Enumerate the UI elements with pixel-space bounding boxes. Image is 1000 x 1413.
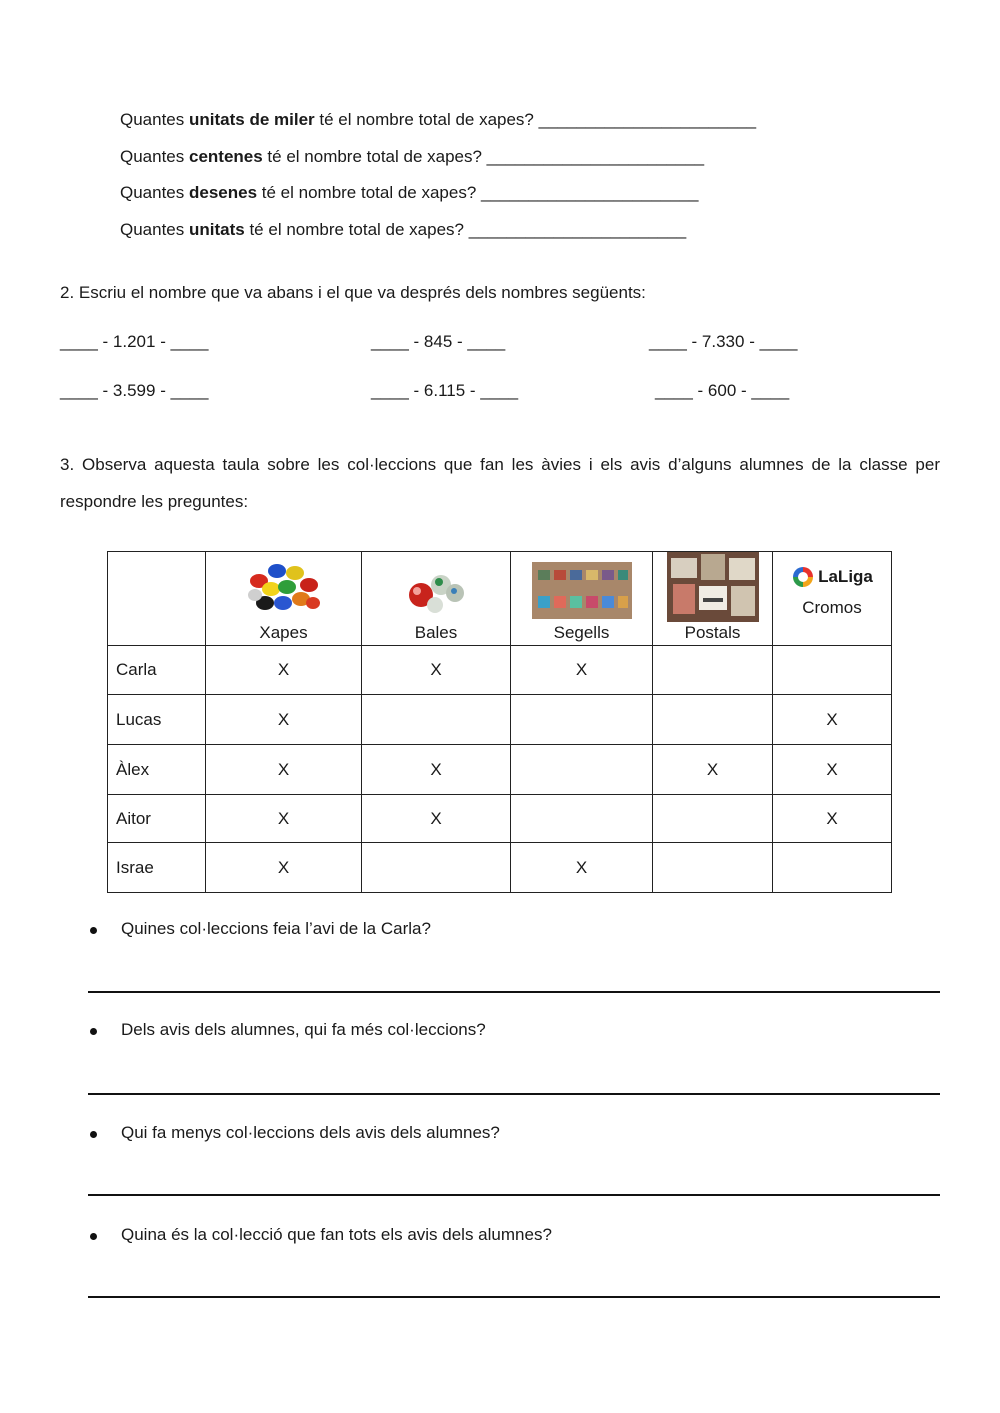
q3-title: 3. Observa aquesta taula sobre les col·leccions que fan les àvies i els avis d’alguns alumnes de la classe per respondre les preguntes: [60, 455, 940, 511]
table-cell: X [362, 646, 511, 695]
table-cell: X [206, 646, 362, 695]
table-cell [362, 843, 511, 893]
q1-line-tens: Quantes desenes té el nombre total de xapes? _______________________ [120, 183, 699, 202]
table-cell: X [773, 795, 892, 843]
col-header-label: Cromos [802, 598, 862, 617]
row-name: Àlex [108, 745, 206, 795]
table-cell [362, 695, 511, 745]
q1-line-hundreds: Quantes centenes té el nombre total de xapes? _______________________ [120, 147, 705, 166]
bullet-icon [90, 1131, 97, 1138]
table-cell: X [773, 745, 892, 795]
laliga-logo [773, 565, 891, 589]
collections-table [107, 551, 892, 893]
table-row [108, 695, 892, 745]
table-row [108, 646, 892, 695]
table-cell [653, 795, 773, 843]
answer-line[interactable] [88, 1194, 940, 1196]
col-header-segells [511, 552, 653, 646]
table-cell [653, 843, 773, 893]
table-row [108, 745, 892, 795]
table-cell [773, 646, 892, 695]
q1-line-thousands: Quantes unitats de miler té el nombre total de xapes? _______________________ [120, 110, 757, 129]
table-cell: X [653, 745, 773, 795]
answer-line[interactable] [88, 991, 940, 993]
table-corner-cell [108, 552, 206, 646]
table-cell [511, 795, 653, 843]
col-header-label: Bales [414, 623, 458, 642]
table-cell: X [362, 745, 511, 795]
col-header-cromos [773, 552, 892, 646]
table-cell: X [511, 843, 653, 893]
table-cell [511, 695, 653, 745]
answer-line[interactable] [88, 1296, 940, 1298]
q2-item[interactable]: ____ - 6.115 - ____ [371, 381, 519, 400]
table-header-row [108, 552, 892, 646]
col-header-postals [653, 552, 773, 646]
table-cell: X [206, 795, 362, 843]
bullet-icon [90, 1028, 97, 1035]
q2-item[interactable]: ____ - 600 - ____ [655, 381, 790, 400]
row-name: Lucas [108, 695, 206, 745]
row-name: Aitor [108, 795, 206, 843]
col-header-label: Postals [684, 623, 741, 642]
postcards-icon [667, 552, 759, 622]
q2-item[interactable]: ____ - 3.599 - ____ [60, 381, 209, 400]
table-row [108, 795, 892, 843]
bullet-icon [90, 1233, 97, 1240]
row-name: Israe [108, 843, 206, 893]
table-cell: X [773, 695, 892, 745]
laliga-logo-text: LaLiga [818, 567, 873, 586]
marbles-icon [403, 567, 469, 617]
q2-item[interactable]: ____ - 1.201 - ____ [60, 332, 209, 351]
stamps-icon [532, 562, 632, 619]
q1-line-units: Quantes unitats té el nombre total de xapes? _______________________ [120, 220, 687, 239]
table-row [108, 843, 892, 893]
table-cell: X [362, 795, 511, 843]
table-cell: X [511, 646, 653, 695]
col-header-bales [362, 552, 511, 646]
table-cell: X [206, 843, 362, 893]
bullet-icon [90, 927, 97, 934]
q2-item[interactable]: ____ - 7.330 - ____ [649, 332, 798, 351]
table-cell [653, 695, 773, 745]
q2-title: 2. Escriu el nombre que va abans i el que va després dels nombres següents: [60, 283, 646, 302]
laliga-logo-icon [791, 565, 815, 589]
col-header-label: Segells [553, 623, 610, 642]
row-name: Carla [108, 646, 206, 695]
col-header-xapes [206, 552, 362, 646]
table-cell [653, 646, 773, 695]
answer-line[interactable] [88, 1093, 940, 1095]
q2-item[interactable]: ____ - 845 - ____ [371, 332, 506, 351]
bottle-caps-icon [247, 559, 321, 617]
table-cell [511, 745, 653, 795]
col-header-label: Xapes [259, 623, 308, 642]
table-cell [773, 843, 892, 893]
table-cell: X [206, 695, 362, 745]
table-cell: X [206, 745, 362, 795]
